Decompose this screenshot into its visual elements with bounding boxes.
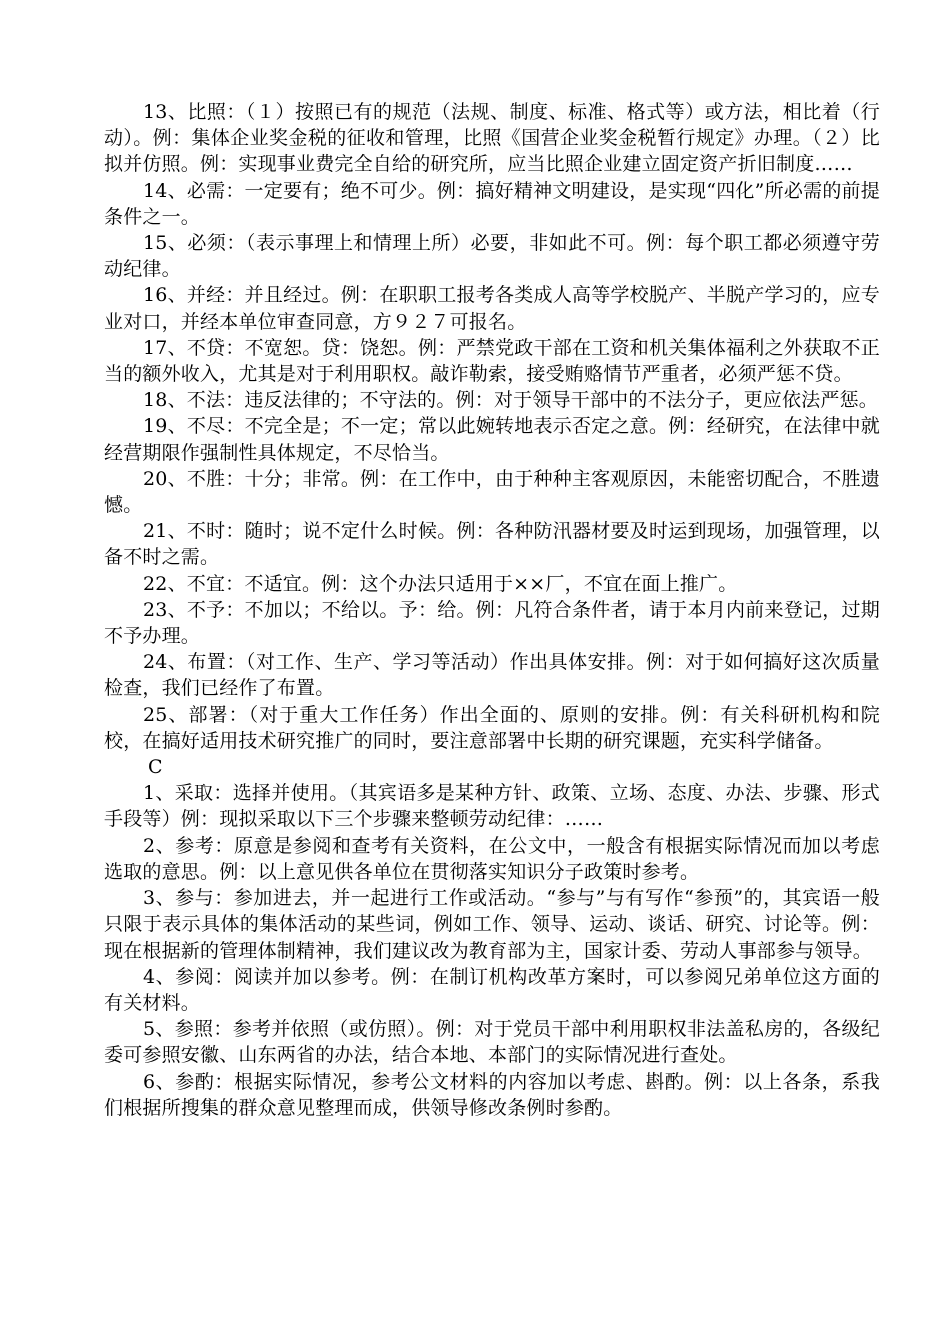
- section-heading-c: C: [148, 756, 163, 779]
- entry-13: 13、比照：（１）按照已有的规范（法规、制度、标准、格式等）或方法，相比着（行动）。例：集体企业奖金税的征收和管理，比照《国营企业奖金税暂行规定》办理。（２）比拟并仿照。例：实现事业费完全自给的研究所，应当比照企业建立固定资产折旧制度……: [104, 101, 880, 176]
- entry-18: 18、不法：违反法律的；不守法的。例：对于领导干部中的不法分子，更应依法严惩。: [143, 389, 878, 412]
- entry-17: 17、不贷：不宽恕。贷：饶恕。例：严禁党政干部在工资和机关集体福利之外获取不正当的额外收入，尤其是对于利用职权。敲诈勒索，接受贿赂情节严重者，必须严惩不贷。: [104, 336, 880, 386]
- entry-24: 24、布置：（对工作、生产、学习等活动）作出具体安排。例：对于如何搞好这次质量检查，我们已经作了布置。: [104, 651, 880, 700]
- entry-21: 21、不时：随时；说不定什么时候。例：各种防汛器材要及时运到现场，加强管理，以备不时之需。: [104, 520, 880, 569]
- section-c-entry-1: 1、采取：选择并使用。（其宾语多是某种方针、政策、立场、态度、办法、步骤、形式手段等）例：现拟采取以下三个步骤来整顿劳动纪律：……: [104, 782, 880, 831]
- section-c-entry-3: 3、参与：参加进去，并一起进行工作或活动。“参与”与有写作“参预”的，其宾语一般只限于表示具体的集体活动的某些词，例如工作、领导、运动、谈话、研究、讨论等。例：现在根据新的管理体制精神，我们建议改为教育部为主，国家计委、劳动人事部参与领导。: [104, 887, 880, 962]
- section-c-entry-6: 6、参酌：根据实际情况，参考公文材料的内容加以考虑、斟酌。例：以上各条，系我们根据所搜集的群众意见整理而成，供领导修改条例时参酌。: [104, 1070, 880, 1119]
- section-c-entry-4: 4、参阅：阅读并加以参考。例：在制订机构改革方案时，可以参阅兄弟单位这方面的有关材料。: [104, 965, 880, 1014]
- entry-25: 25、部署：（对于重大工作任务）作出全面的、原则的安排。例：有关科研机构和院校，在搞好适用技术研究推广的同时，要注意部署中长期的研究课题，充实科学储备。: [104, 703, 880, 752]
- entry-23: 23、不予：不加以；不给以。予：给。例：凡符合条件者，请于本月内前来登记，过期不予办理。: [104, 598, 880, 648]
- section-c-entry-2: 2、参考：原意是参阅和查考有关资料，在公文中，一般含有根据实际情况而加以考虑选取的意思。例：以上意见供各单位在贯彻落实知识分子政策时参考。: [104, 834, 880, 883]
- entry-14: 14、必需：一定要有；绝不可少。例：搞好精神文明建设，是实现“四化”所必需的前提条件之一。: [104, 179, 880, 228]
- entry-22: 22、不宜：不适宜。例：这个办法只适用于××厂，不宜在面上推广。: [143, 572, 738, 595]
- entry-16: 16、并经：并且经过。例：在职职工报考各类成人高等学校脱产、半脱产学习的，应专业对口，并经本单位审查同意，方９２７可报名。: [104, 284, 880, 333]
- entry-15: 15、必须：（表示事理上和情理上所）必要，非如此不可。例：每个职工都必须遵守劳动纪律。: [104, 232, 880, 281]
- section-c-entry-5: 5、参照：参考并依照（或仿照）。例：对于党员干部中利用职权非法盖私房的，各级纪委可参照安徽、山东两省的办法，结合本地、本部门的实际情况进行查处。: [104, 1018, 880, 1067]
- entry-20: 20、不胜：十分；非常。例：在工作中，由于种种主客观原因，未能密切配合，不胜遗憾。: [104, 467, 880, 517]
- entry-19: 19、不尽：不完全是；不一定；常以此婉转地表示否定之意。例：经研究，在法律中就经营期限作强制性具体规定，不尽恰当。: [104, 415, 880, 464]
